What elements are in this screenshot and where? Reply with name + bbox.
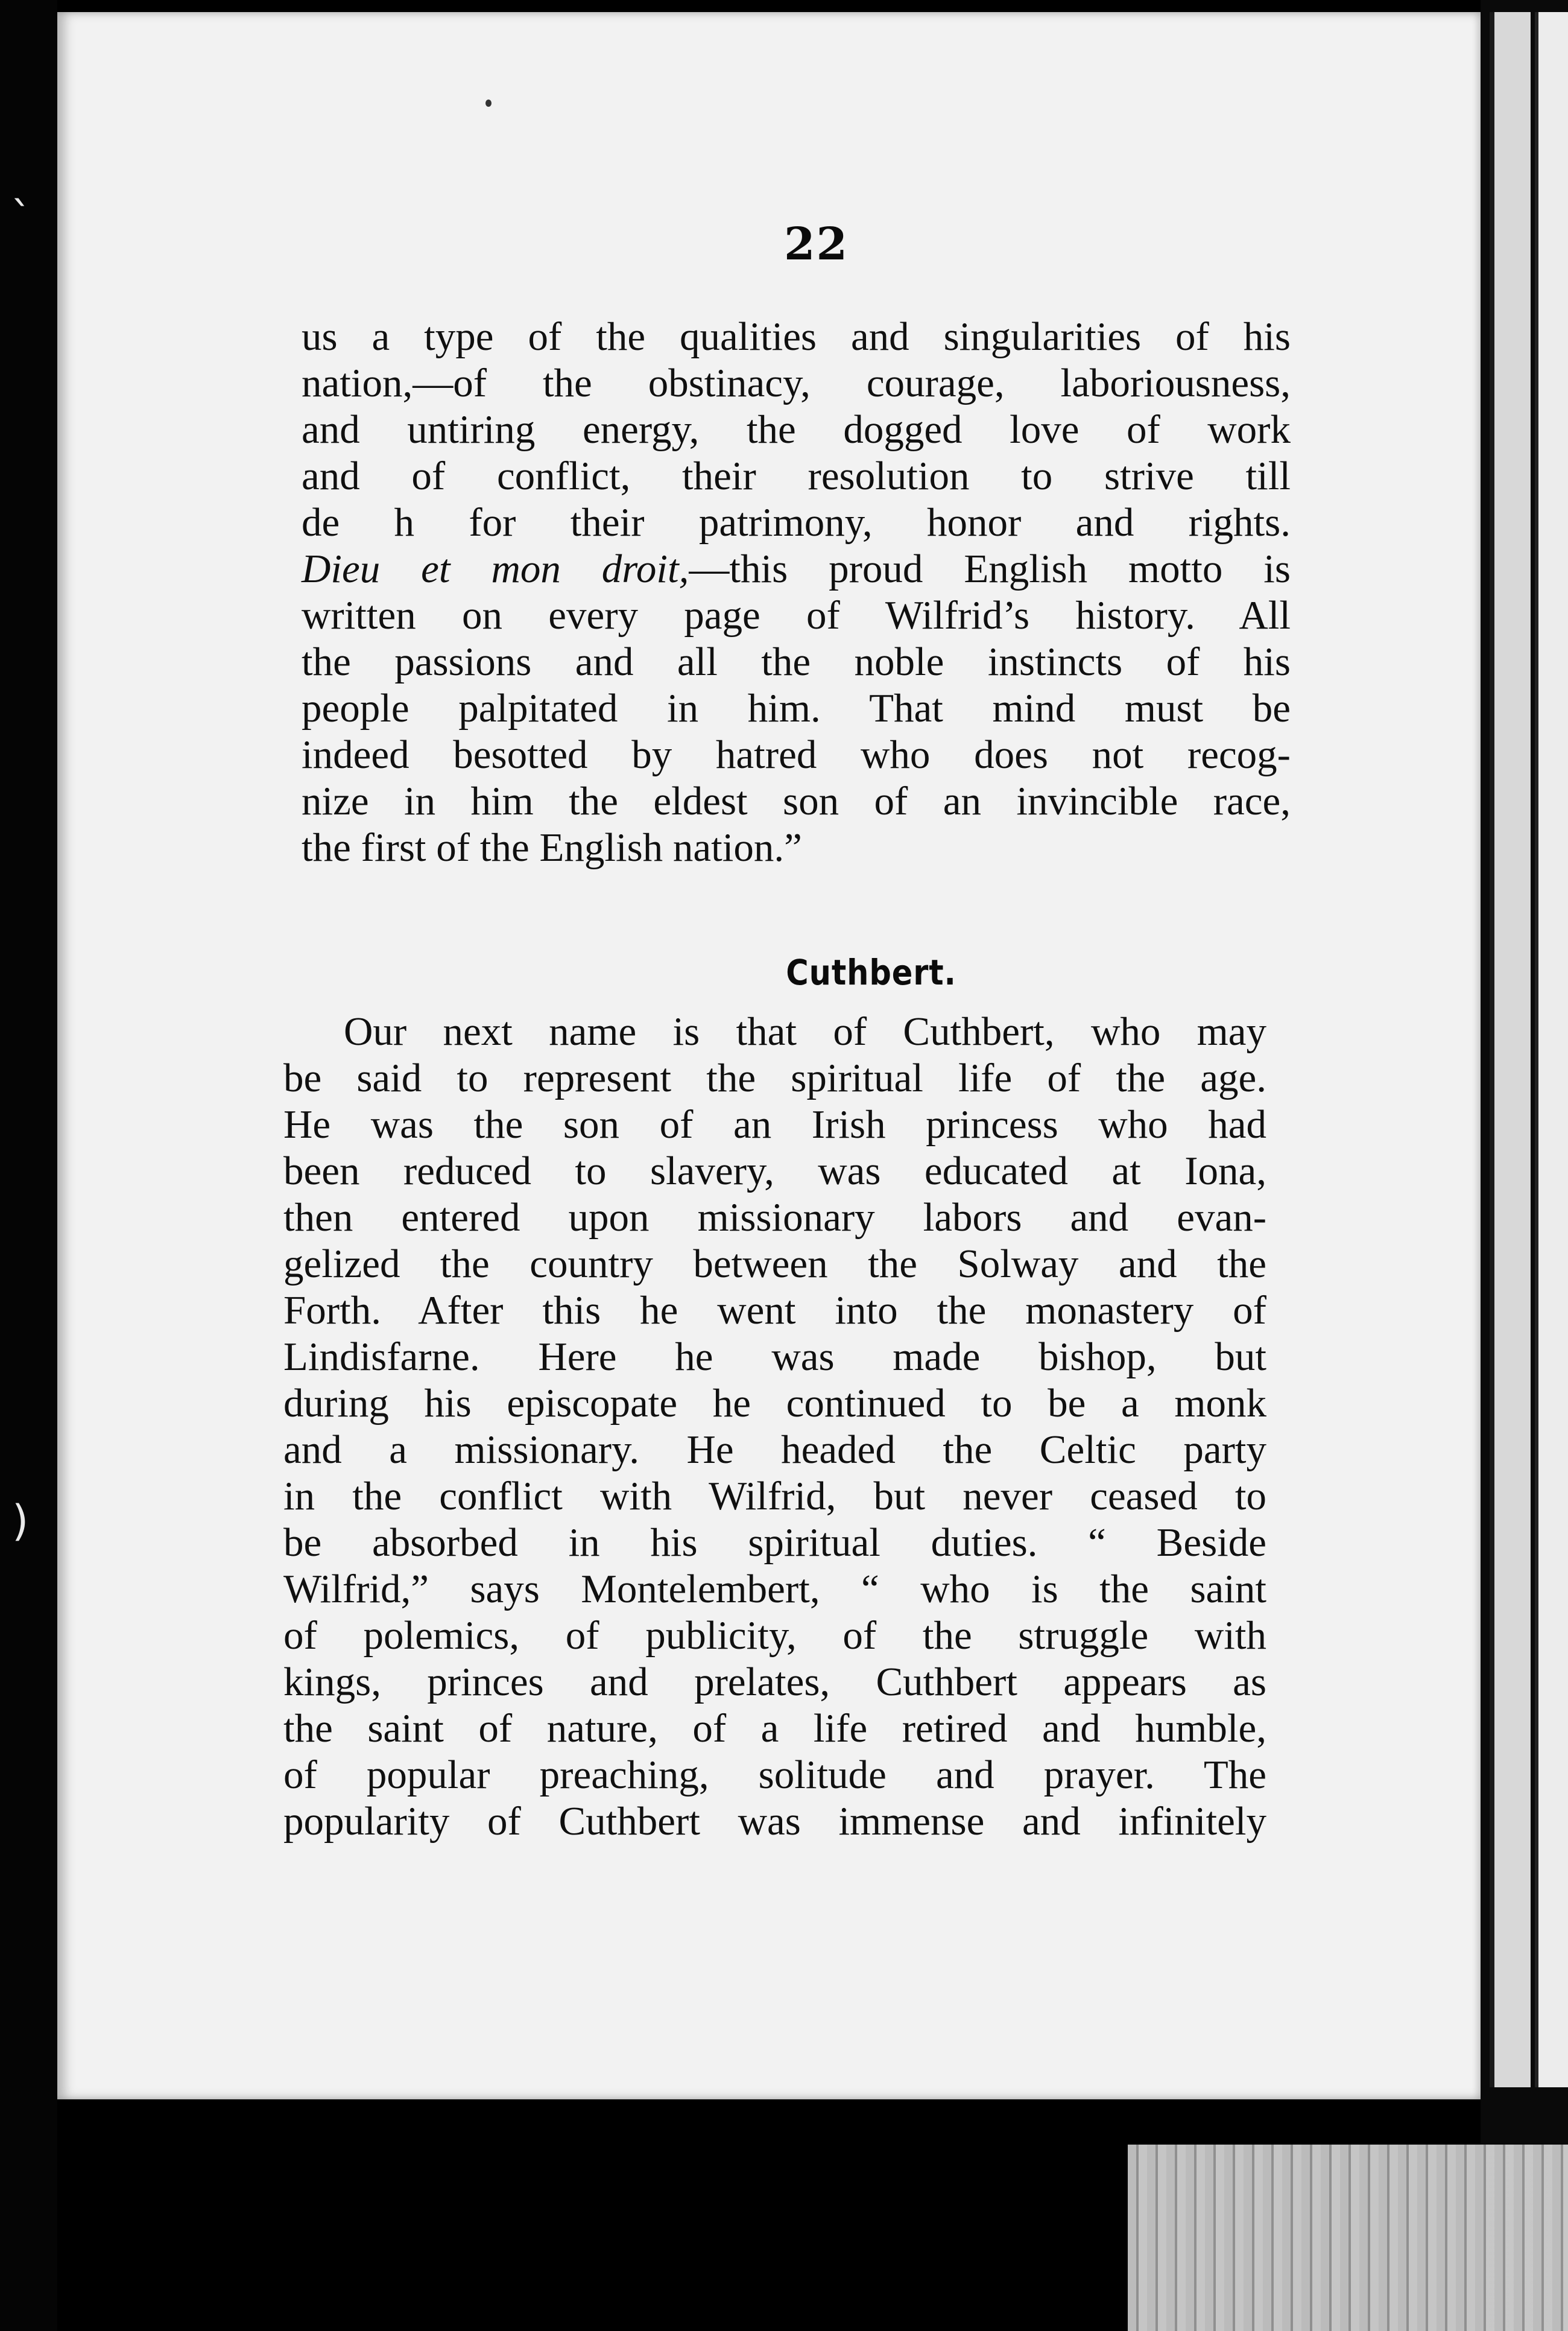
text-line: us a type of the qualities and singularities of his: [302, 314, 1291, 359]
text-line: Our next name is that of Cuthbert, who may: [344, 1009, 1266, 1054]
text-line: and of conflict, their resolution to strive till: [302, 454, 1291, 498]
text-line: in the conflict with Wilfrid, but never ceased to: [283, 1474, 1266, 1518]
text-line: and a missionary. He headed the Celtic party: [283, 1427, 1266, 1472]
paragraph-cuthbert: [283, 1009, 1266, 1845]
text-line: nize in him the eldest son of an invincible race,: [302, 779, 1291, 823]
text-line: the saint of nature, of a life retired and humble,: [283, 1706, 1266, 1751]
text-line: during his episcopate he continued to be a monk: [283, 1381, 1266, 1426]
bottom-paper-texture: [1128, 2145, 1568, 2331]
text-line: de h for their patrimony, honor and rights.: [302, 500, 1291, 545]
text-line: be said to represent the spiritual life of the age.: [283, 1056, 1266, 1100]
text-line: popularity of Cuthbert was immense and infinitely: [283, 1799, 1266, 1844]
text-line: be absorbed in his spiritual duties. “ Beside: [283, 1520, 1266, 1565]
text-line: people palpitated in him. That mind must be: [302, 686, 1291, 731]
left-scan-shadow: [0, 0, 57, 2331]
text-line: the passions and all the noble instincts of his: [302, 639, 1291, 684]
margin-speck: `: [11, 193, 32, 243]
text-line: of polemics, of publicity, of the struggle with: [283, 1613, 1266, 1658]
text-line: kings, princes and prelates, Cuthbert appears as: [283, 1660, 1266, 1704]
motto-line-rest: —this proud English motto is: [689, 547, 1291, 591]
italic-motto: Dieu et mon droit,: [302, 547, 689, 591]
text-line: gelized the country between the Solway and the: [283, 1242, 1266, 1286]
text-line: been reduced to slavery, was educated at Iona,: [283, 1149, 1266, 1193]
text-line: and untiring energy, the dogged love of work: [302, 407, 1291, 452]
text-line: written on every page of Wilfrid’s history. All: [302, 593, 1291, 638]
ink-speck: [485, 100, 492, 107]
page-number: 22: [784, 218, 849, 270]
adjacent-page-edge-outer: [1535, 12, 1568, 2087]
text-line: indeed besotted by hatred who does not recog-: [302, 732, 1291, 777]
text-line: Lindisfarne. Here he was made bishop, but: [283, 1334, 1266, 1379]
text-line: He was the son of an Irish princess who had: [283, 1102, 1266, 1147]
text-line: of popular preaching, solitude and prayer. The: [283, 1752, 1266, 1797]
text-line: Forth. After this he went into the monastery of: [283, 1288, 1266, 1333]
text-line: the first of the English nation.”: [302, 825, 802, 870]
text-line: nation,—of the obstinacy, courage, laboriousness,: [302, 361, 1291, 405]
adjacent-page-edge: [1490, 12, 1531, 2087]
section-heading: [0, 952, 1568, 993]
text-line: Wilfrid,” says Montelembert, “ who is the saint: [283, 1567, 1266, 1611]
paragraph-wilfrid-quote: [302, 314, 1291, 871]
text-line: then entered upon missionary labors and evan-: [283, 1195, 1266, 1240]
text-line-italic-motto: [302, 546, 1291, 592]
section-heading-text: Cuthbert.: [786, 952, 957, 993]
margin-bracket: ): [12, 1496, 29, 1546]
